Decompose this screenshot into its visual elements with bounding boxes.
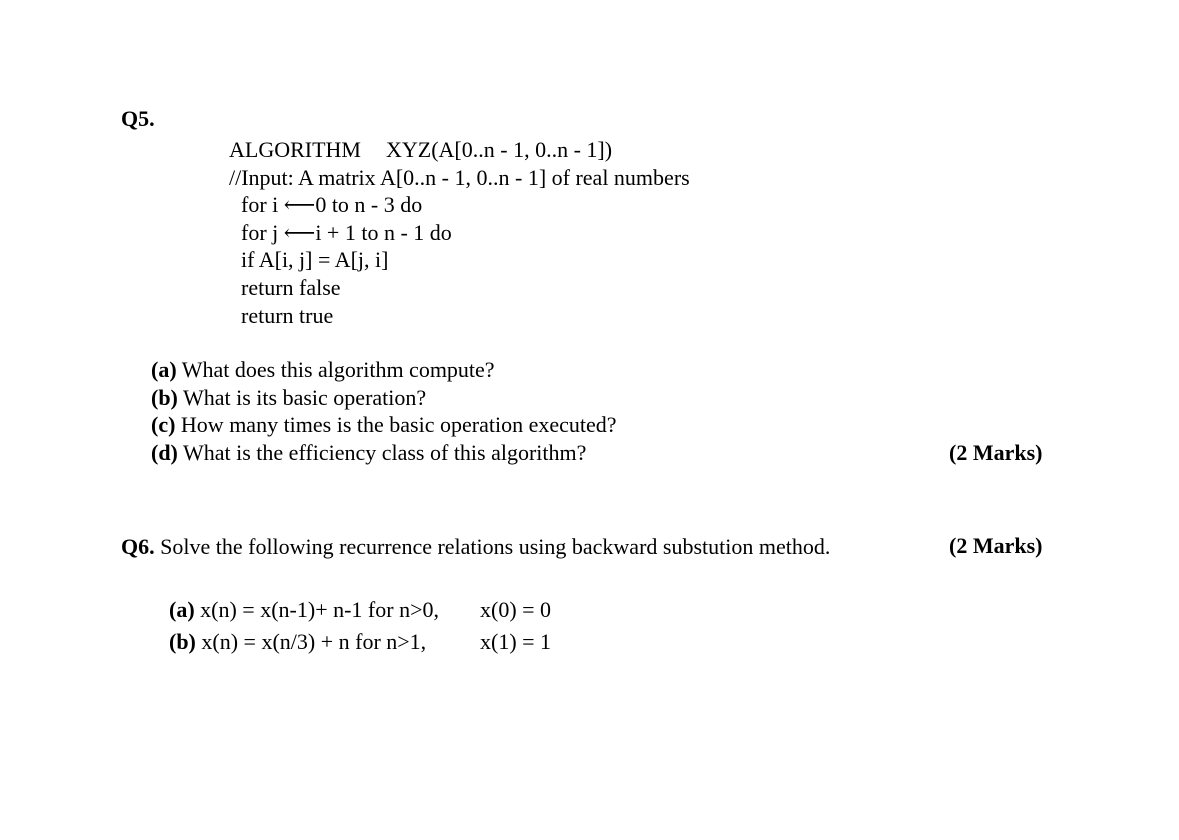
- algorithm-block: [229, 136, 690, 329]
- algorithm-signature: XYZ(A[0..n - 1, 0..n - 1]): [386, 137, 613, 162]
- part-tag: (a): [169, 597, 195, 622]
- part-tag: (b): [169, 628, 196, 654]
- q6-marks: (2 Marks): [949, 533, 1043, 558]
- part-tag: (c): [151, 412, 176, 438]
- part-tag: (a): [151, 357, 177, 382]
- left-arrow-icon: ⟵: [283, 192, 316, 218]
- algorithm-line-if: if A[i, j] = A[j, i]: [241, 247, 389, 273]
- q6-label: Q6.: [121, 534, 155, 559]
- q6-part-a: [169, 594, 589, 626]
- part-tag: (b): [151, 384, 178, 410]
- q6-part-b: [169, 626, 589, 658]
- algorithm-line-return-true: return true: [241, 302, 334, 328]
- for-i-text: for i: [241, 192, 284, 218]
- algorithm-header: [229, 136, 690, 164]
- q5-label: Q5.: [121, 106, 155, 131]
- for-j-text: for j: [241, 219, 284, 245]
- q5-part-d: [151, 439, 617, 467]
- algorithm-input-comment: //Input: A matrix A[0..n - 1, 0..n - 1] of real numbers: [229, 164, 690, 190]
- q6-text: Solve the following recurrence relations using backward substution method.: [154, 534, 831, 559]
- q5-parts: [151, 356, 617, 466]
- part-tag: (d): [151, 439, 178, 465]
- algorithm-line-for-i: [229, 191, 690, 219]
- algorithm-line-return-false: return false: [241, 274, 341, 300]
- for-i-range: 0 to n - 3 do: [315, 192, 423, 218]
- q6-parts: [169, 594, 589, 657]
- q5-part-c: [151, 411, 617, 439]
- recurrence-equation: x(n) = x(n-1)+ n-1 for n>0,: [194, 597, 439, 622]
- part-text: What is its basic operation?: [177, 384, 427, 410]
- part-text: What does this algorithm compute?: [176, 357, 495, 382]
- algorithm-line-for-j: [229, 219, 690, 247]
- part-text: How many times is the basic operation executed?: [175, 412, 617, 438]
- initial-condition: x(0) = 0: [480, 597, 552, 622]
- algorithm-keyword: ALGORITHM: [229, 137, 361, 162]
- initial-condition: x(1) = 1: [480, 628, 552, 654]
- part-text: What is the efficiency class of this algorithm?: [177, 439, 587, 465]
- for-j-range: i + 1 to n - 1 do: [315, 219, 452, 245]
- q5-marks: (2 Marks): [949, 440, 1043, 465]
- recurrence-equation: x(n) = x(n/3) + n for n>1,: [195, 628, 427, 654]
- q5-part-b: [151, 384, 617, 412]
- q6-question: [121, 533, 830, 561]
- left-arrow-icon: ⟵: [283, 219, 316, 245]
- q5-part-a: [151, 356, 617, 384]
